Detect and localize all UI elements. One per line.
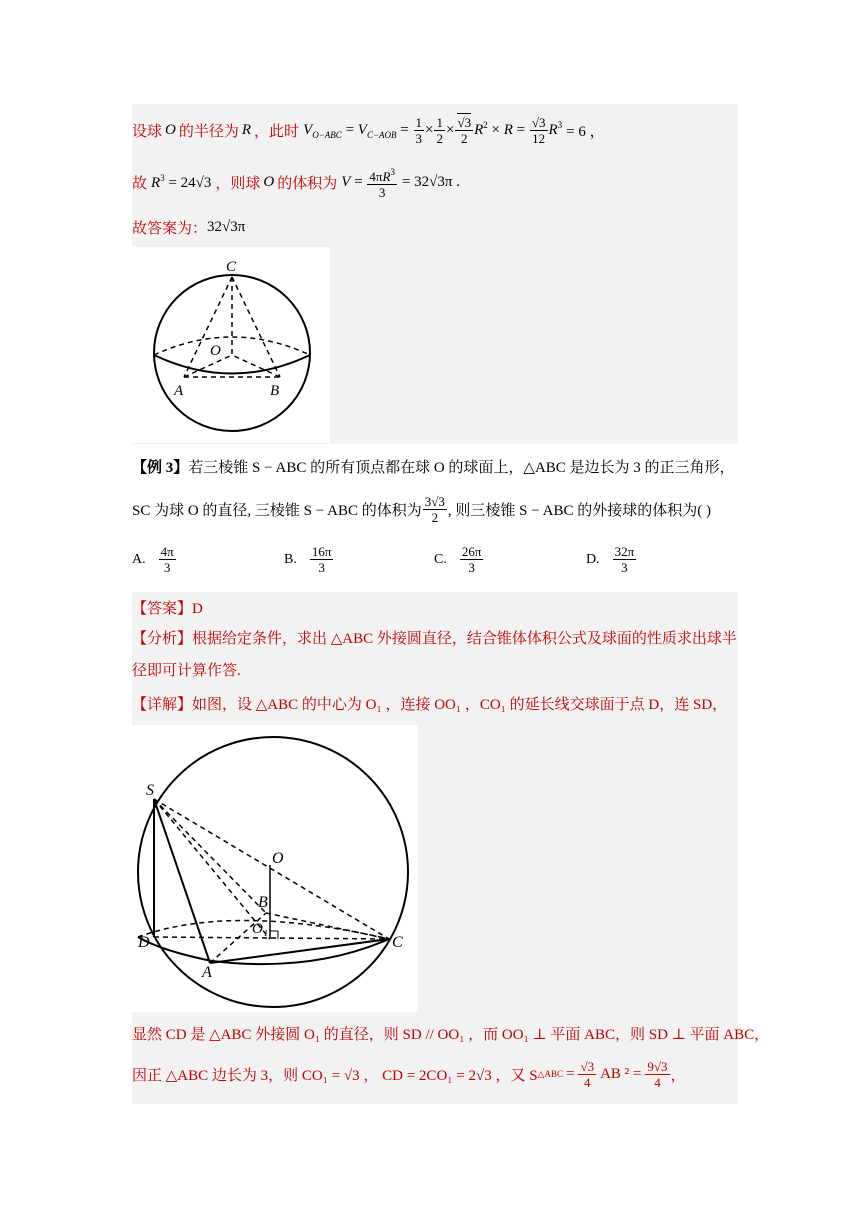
example-tag: 【例 3】 [132, 459, 189, 476]
figure-sphere-1 [132, 247, 330, 443]
line1-tail: ，此时 [254, 123, 300, 140]
line2-mid: ，则球 [215, 175, 261, 192]
line1-prefix: 设球 [132, 123, 163, 140]
after-line-2: 因正 △ABC 边长为 3，则 CO₁ = √3 ， CD = 2CO₁ = 2√3 ，又 S △ABC = $\frac{√3}{4}$ AB ² = $\frac{9√3}{4}$ ， [132, 1058, 686, 1090]
example-line-1 [132, 452, 735, 480]
line2-mid2: 的体积为 [277, 175, 338, 192]
volume-fraction: $\frac{3√3}{2}$ [424, 493, 445, 525]
option-c[interactable]: C. $\frac{26\pi}{3}$ [434, 544, 482, 575]
figure-sphere-2 [132, 725, 418, 1012]
line2-tail: = 32√3π . [401, 173, 460, 190]
solution-line-1 [132, 112, 605, 148]
label-O: O [210, 343, 221, 359]
sphere-volume: V = $\frac{4\pi R^3}{3}$ [341, 166, 395, 200]
after-line-1: 显然 CD 是 △ABC 外接圆 O₁ 的直径，则 SD // OO₁ ，而 OO₁ ⊥ 平面 ABC，则 SD ⊥ 平面 ABC， [132, 1026, 770, 1043]
option-a[interactable]: A. $\frac{4\pi}{3}$ [132, 544, 174, 575]
detail-line-1: 【详解】如图，设 △ABC 的中心为 O₁ ，连接 OO₁ ，CO₁ 的延长线交球面于点 D，连 SD， [132, 696, 728, 713]
line2-prefix: 故 [132, 175, 148, 192]
after-line-2a: 因正 △ABC 边长为 3，则 CO₁ = √3 ， CD = 2CO₁ = 2√3 ，又 S [132, 1067, 538, 1084]
answer-value: 32√3π [207, 218, 246, 235]
label-C2: C [392, 934, 403, 951]
line1-eq: = 6 ， [566, 123, 605, 140]
frac-9sqrt3-4: $\frac{9√3}{4}$ [647, 1058, 668, 1090]
answer-line: 【答案】D [132, 600, 203, 617]
label-C: C [226, 259, 237, 275]
label-A2: A [202, 964, 212, 981]
label-S: S [146, 782, 154, 799]
example-line-2b: , 则三棱锥 S − ABC 的外接球的体积为( ) [447, 502, 711, 519]
frac-sqrt3-4: $\frac{√3}{4}$ [580, 1058, 595, 1090]
example-line-2a: SC 为球 O 的直径, 三棱锥 S − ABC 的体积为 [132, 502, 422, 519]
example-line-2 [132, 488, 711, 530]
answer-label: 故答案为： [132, 220, 208, 237]
solution-answer [132, 214, 245, 240]
var-O: O [165, 121, 176, 138]
analysis-line-1: 【分析】根据给定条件，求出 △ABC 外接圆直径，结合锥体体积公式及球面的性质求出球半 [132, 630, 737, 647]
label-B: B [270, 383, 280, 399]
volume-formula: $V_{O-ABC} = V_{C-AOB}$ = $\frac{1}{3}$ × $\frac{1}{2}$ × $\frac{√3}{2}$ $R^2 \times R$ = $\frac{√3}{12}$ $R^3$ [303, 114, 563, 146]
option-b[interactable]: B. $\frac{16\pi}{3}$ [284, 544, 332, 575]
sphere-diagram-1 [132, 247, 330, 443]
after-line-2-sub: △ABC [537, 1068, 563, 1079]
analysis-line-2: 径即可计算作答. [132, 662, 241, 679]
label-O1: O₁ [252, 921, 269, 937]
var-R: R [241, 121, 252, 138]
option-d[interactable]: D. $\frac{32\pi}{3}$ [586, 544, 635, 575]
r-cubed-value: $R^3 = 24√3$ [151, 172, 212, 191]
label-B2: B [258, 894, 268, 911]
solution-line-2: 故 $R^3 = 24√3$ ，则球 O 的体积为 V = $\frac{4\pi R^3}{3}$ = 32√3π . [132, 166, 460, 200]
label-O2: O [272, 850, 284, 867]
sphere-diagram-2 [132, 725, 418, 1012]
label-D: D [138, 934, 150, 951]
line1-mid: 的半径为 [178, 123, 239, 140]
label-A: A [174, 383, 184, 399]
example-line-1-text: 若三棱锥 S − ABC 的所有顶点都在球 O 的球面上，△ABC 是边长为 3 的正三角形， [188, 459, 735, 476]
